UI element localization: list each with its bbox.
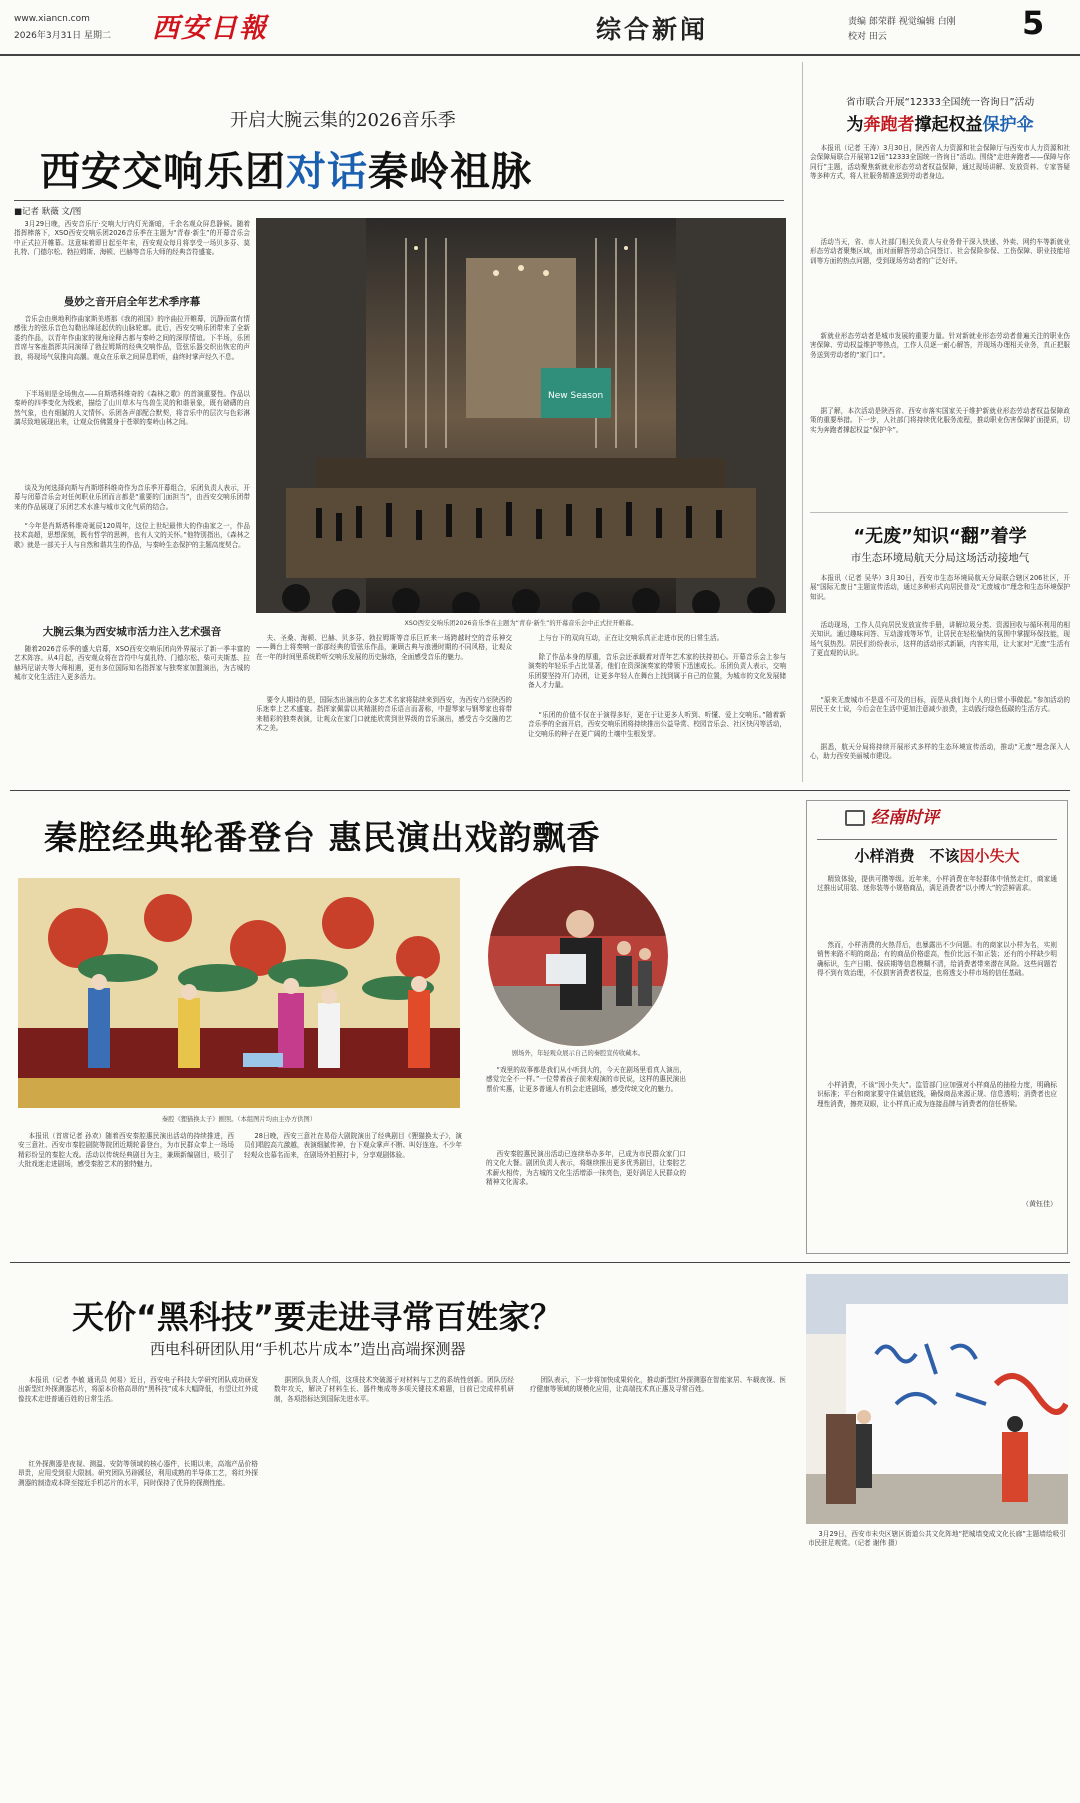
paragraph: 新就业形态劳动者是城市发展的重要力量。针对新就业形态劳动者普遍关注的职业伤害保障、劳动权益维护等热点，工作人员逐一耐心解答，并现场办理相关业务，真正把服务送到劳动者的“家门口”。	[810, 332, 1070, 359]
section-name: 综合新闻	[596, 15, 709, 44]
paragraph: 要令人期待的是，国际杰出演出的众多艺术名家将陆续来到西安，为西安乃至陕西的乐迷奉上艺术盛宴。指挥家佩雷以其精湛的音乐语言而著称，中提琴家与钢琴家也将带来精彩的独奏表演，让观众在家门口就能欣赏到世界级的音乐演出，感受古今交融的艺术之美。	[256, 696, 512, 733]
headline-highlight: 因小失大	[959, 847, 1020, 865]
text-column-left	[18, 1132, 234, 1244]
text-column-right	[528, 634, 786, 764]
paragraph: 活动当天，省、市人社部门相关负责人与业务骨干深入快递、外卖、网约车等新就业形态劳动者聚集区域，面对面解答劳动合同签订、社会保险参保、工伤保障、职业技能培训等方面的热点问题，受到现场劳动者的广泛好评。	[810, 238, 1070, 265]
paragraph: “戏里的故事都是我们从小听到大的，今天在剧场里看真人演出，感觉完全不一样。”一位带着孩子前来观演的市民说，这样的惠民演出票价实惠，让更多普通人有机会走进剧场，感受传统文化的魅力。	[486, 1066, 686, 1093]
page-number: 5	[1022, 4, 1045, 42]
audience-photo[interactable]	[488, 866, 668, 1046]
commentary-box	[806, 800, 1068, 1254]
paragraph: 本报讯（记者 吴华）3月30日，西安市生态环境局航天分局联合辖区206社区，开展“国际无废日”主题宣传活动，通过多种形式向居民普及“无废城市”理念和生态环境保护知识。	[810, 574, 1070, 601]
paragraph: 本报讯（记者 李敏 通讯员 何易）近日，西安电子科技大学研究团队成功研发出新型红外探测器芯片，将原本价格高昂的“黑科技”成本大幅降低，有望让红外成像技术走进普通百姓的日常生活。	[18, 1376, 258, 1403]
audience-image	[488, 866, 668, 1046]
article-headline: 天价“黑科技”要走进寻常百姓家？	[72, 1298, 563, 1336]
headline-part: 撑起权益	[914, 115, 983, 135]
article-headline: “无废”知识“翻”着学	[853, 526, 1027, 547]
wall-mural-photo[interactable]	[806, 1274, 1068, 1524]
text-column-middle	[244, 1132, 462, 1244]
paragraph: 西安秦腔惠民演出活动已连续举办多年，已成为市民群众家门口的文化大餐。剧团负责人表示，将继续推出更多优秀剧目，让秦腔艺术薪火相传，为古城的文化生活增添一抹亮色，更好满足人民群众的精神文化需求。	[486, 1150, 686, 1187]
opera-photo[interactable]	[18, 878, 460, 1108]
article-orchestra	[0, 58, 800, 788]
paragraph: 然而，小样消费的火热背后，也暴露出不少问题。有的商家以小样为名，实则销售来路不明的商品；有的商品价格虚高，性价比远不如正装；还有的小样缺少明确标识，生产日期、保质期等信息模糊不清，给消费者带来潜在风险。这些问题若得不到有效治理，不仅损害消费者权益，也将透支小样市场的信任基础。	[817, 941, 1057, 978]
text-column-left	[14, 220, 250, 795]
paragraph: 谈及为何选择向斯与肖斯塔科维奇作为音乐季开幕组合，乐团负责人表示，开幕与闭幕音乐会对任何职业乐团而言都是“重要的门面担当”，由西安交响乐团带来的作品展现了乐团艺术水准与城市文化气质的结合。	[14, 484, 250, 511]
text-column-right-top	[486, 1066, 686, 1244]
headline-part: 为	[846, 115, 864, 135]
article-zero-waste	[810, 518, 1070, 786]
article-headline	[40, 140, 532, 197]
paragraph: 下半场则是全场焦点——自斯塔科维奇的《森林之歌》的首演重要性。作品以秦岭的四季变化为线索，描绘了山川草木与鸟兽生灵的和谐景象，既有磅礴的自然气象，也有细腻的人文情怀。乐团各声部配合默契，将音乐中的层次与色彩淋漓尽致地展现出来，让观众仿佛置身于苍翠的秦岭山林之间。	[14, 390, 250, 427]
article-headline: 秦腔经典轮番登台 惠民演出戏韵飘香	[44, 818, 601, 857]
opera-stage-image	[18, 878, 460, 1108]
paragraph: 红外探测器是夜视、测温、安防等领域的核心器件，长期以来，高端产品价格昂贵，应用受到很大限制。研究团队另辟蹊径，利用成熟的半导体工艺，将红外探测器的制造成本降至接近手机芯片的水平，同时保持了优异的探测性能。	[18, 1460, 258, 1487]
paragraph: 精致体验，提供可攒等级。近年来，小样消费在年轻群体中悄然走红，商家通过推出试用装、迷你装等小规格商品，满足消费者“以小博大”的尝鲜需求。	[817, 875, 1057, 893]
commentary-banner	[845, 803, 939, 837]
screen-sign-text: New Season	[548, 391, 604, 401]
book-icon	[845, 810, 865, 826]
text-column-3	[530, 1376, 786, 1796]
paragraph: 夫、圣桑、海顿、巴赫、贝多芬、勃拉姆斯等音乐巨匠来一场跨越时空的音乐神交——舞台上将奏响一部部经典的管弦乐作品，兼顾古典与浪漫时期的不同风格，让观众在一年的时间里系统聆听交响乐发展的历史脉络，全面感受音乐的魅力。	[256, 634, 512, 661]
photo-caption: 剧场外，年轻观众展示自己的秦腔宣传收藏本。	[511, 1050, 645, 1057]
paragraph: 本报讯（首席记者 孙欢）随着西安秦腔惠民演出活动的持续推进，西安三意社、西安市秦腔剧院等院团近期轮番登台，为市民群众奉上一场场精彩纷呈的秦腔大戏。活动以传统经典剧目为主，兼顾新编剧目，吸引了大批戏迷走进剧场，感受秦腔艺术的独特魅力。	[18, 1132, 234, 1169]
site-url[interactable]: www.xiancn.com	[14, 14, 90, 24]
paragraph: 随着2026音乐季的盛大启幕，XSO西安交响乐团向外界展示了新一季丰富的艺术阵容。从4月起，西安观众将在音符中与莫扎特、门德尔松、柴可夫斯基、拉赫玛尼诺夫等大师相遇，更有多位国际知名指挥家与独奏家加盟演出，为古城的城市文化生活注入更多活力。	[14, 645, 250, 682]
commentary-body	[817, 875, 1057, 1245]
divider	[10, 790, 1070, 791]
article-labor-rights	[810, 92, 1070, 512]
byline: ■记者 耿薇 文/图	[14, 207, 82, 217]
paragraph: 本报讯（记者 王涛）3月30日，陕西省人力资源和社会保障厅与西安市人力资源和社会保障局联合开展第12届“12333全国统一咨询日”活动。围绕“走进奔跑者——保障与你同行”主题，活动聚焦新就业形态劳动者权益保障，通过现场讲解、发放资料、专家答疑等多种方式，将人社服务精准送到劳动者身边。	[810, 144, 1070, 181]
headline-highlight: 对话	[286, 149, 368, 195]
paragraph: 据了解，本次活动是陕西省、西安市落实国家关于维护新就业形态劳动者权益保障政策的重要举措。下一步，人社部门将持续优化服务流程，推动职业伤害保障扩面提质，切实为奔跑者撑起权益“保护伞”。	[810, 407, 1070, 434]
text-column-middle	[256, 634, 512, 764]
commentary-signature: （黄钰佳）	[1022, 1200, 1057, 1208]
article-infrared-detector	[0, 1268, 800, 1798]
paragraph: 据团队负责人介绍，这项技术突破源于对材料与工艺的系统性创新。团队历经数年攻关，解决了材料生长、器件集成等多项关键技术难题，目前已完成样机研制，各项指标达到国际先进水平。	[274, 1376, 514, 1403]
paragraph: 音乐会由奥地利作曲家斯美塔那《我的祖国》的序曲拉开帷幕，沉静而富有情感张力的弦乐音色勾勒出绵延起伏的山脉轮廓。此后，西安交响乐团带来了全新委约作品，以青年作曲家的视角诠释古都与秦岭之间的深厚情谊。下半场，乐团首席与客座指挥共同演绎了勃拉姆斯的经典交响作品，管弦乐器交织出恢宏的声浪，将现场气氛推向高潮。观众在乐章之间屏息聆听，曲终时掌声经久不息。	[14, 315, 250, 361]
photo-caption: XSO西安交响乐团2026音乐季在主题为“青春·新生”的开幕音乐会中正式拉开帷幕。	[404, 620, 638, 627]
divider	[10, 1262, 1070, 1263]
masthead	[0, 0, 1080, 56]
subheading: 曼妙之音开启全年艺术季序幕	[63, 296, 201, 308]
text-column-2	[274, 1376, 514, 1796]
headline-part: 秦岭祖脉	[368, 149, 532, 195]
proofreader: 校对 田云	[848, 32, 887, 42]
wall-mural-image	[806, 1274, 1068, 1524]
paragraph: 28日晚，西安三意社在易俗大剧院演出了经典剧目《狸猫换太子》，演员们唱腔高亢激越，表演细腻传神，台下观众掌声不断、叫好连连。不少年轻观众也慕名而来，在剧场外拍照打卡，分享观剧体验。	[244, 1132, 462, 1159]
newspaper-logo: 西安日報	[152, 13, 268, 44]
headline-part: 西安交响乐团	[40, 149, 286, 195]
paragraph: “乐团的价值不仅在于演得多好，更在于让更多人听到、听懂、爱上交响乐。”随着新音乐季的全面开启，西安交响乐团将持续推出公益导赏、校园音乐会、社区快闪等活动，让交响乐的种子在更广阔的土壤中生根发芽。	[528, 711, 786, 738]
concert-photo[interactable]	[256, 218, 786, 613]
article-subtitle: 西电科研团队用“手机芯片成本”造出高端探测器	[150, 1340, 466, 1358]
column-rule	[802, 62, 803, 782]
text-column-1	[18, 1376, 258, 1796]
paragraph: 活动现场，工作人员向居民发放宣传手册，讲解垃圾分类、资源回收与循环利用的相关知识。通过趣味问答、互动游戏等环节，让居民在轻松愉快的氛围中掌握环保技能，现场气氛热烈。居民们纷纷表示，这样的活动形式新颖，内容实用，让大家对“无废”生活有了更直观的认识。	[810, 621, 1070, 658]
editors: 责编 郎荣群 视觉编辑 白刚	[848, 17, 956, 27]
banner-text: 经南时评	[871, 808, 939, 828]
paragraph: 上与台下的双向互动，正在让交响乐真正走进市民的日常生活。	[538, 634, 724, 642]
headline-highlight: 保护伞	[982, 115, 1034, 135]
commentary-headline	[817, 845, 1057, 866]
subheading: 大腕云集为西安城市活力注入艺术强音	[42, 626, 222, 638]
paragraph: 除了作品本身的厚重，音乐会还承载着对青年艺术家的扶持初心。开幕音乐会上参与演奏的年轻乐手占比显著，他们在资深演奏家的带领下迅速成长。乐团负责人表示，交响乐团要坚持开门办团，让更多年轻人在舞台上找到属于自己的位置，为城市的文化发展储备人才力量。	[528, 653, 786, 690]
article-body	[810, 144, 1070, 509]
concert-hall-image	[256, 218, 786, 613]
paragraph: “今年是肖斯塔科维奇诞辰120周年，这位上世纪最伟大的作曲家之一，作品技术高超，思想深刻，既有哲学的思辨，也有人文的关怀。”他特别指出，《森林之歌》就是一部关于人与自然和谐共生的作品，与秦岭生态保护的主题高度契合。	[14, 522, 250, 549]
paragraph: “原来无废城市不是遥不可及的目标，而是从我们每个人的日常小事做起。”参加活动的居民王女士说，今后会在生活中更加注意减少浪费，主动践行绿色低碳的生活方式。	[810, 696, 1070, 714]
photo-caption: 3月29日，西安市未央区辖区街道公共文化阵地“把城墙变成文化长廊”主题墙绘吸引市民驻足观赏。（记者 谢伟 摄）	[808, 1530, 1066, 1548]
divider	[817, 839, 1057, 840]
headline-part: 小样消费 不该	[854, 847, 960, 865]
paragraph: 团队表示，下一步将加快成果转化，推动新型红外探测器在智能家居、车载夜视、医疗健康等领域的规模化应用，让高端技术真正惠及寻常百姓。	[530, 1376, 786, 1394]
article-body	[810, 574, 1070, 784]
photo-caption: 秦腔《狸猫换太子》剧照。（本组图片均由主办方供图）	[161, 1116, 317, 1123]
article-kicker: 省市联合开展“12333全国统一咨询日”活动	[845, 97, 1035, 108]
article-subtitle: 市生态环境局航天分局这场活动接地气	[850, 552, 1030, 564]
article-kicker: 开启大腕云集的2026音乐季	[230, 110, 456, 131]
paragraph: 3月29日晚，西安音乐厅·交响大厅内灯光渐暗，千余名观众屏息静候。随着指挥棒落下，XSO西安交响乐团2026音乐季在主题为“青春·新生”的开幕音乐会中正式拉开帷幕。这意味着即日起至年末，西安观众每月将享受一场贝多芬、莫扎特、门德尔松、勃拉姆斯、海顿、巴赫等音乐大师的经典音符盛宴。	[14, 220, 250, 257]
article-headline	[810, 110, 1070, 135]
divider	[14, 200, 784, 201]
paragraph: 据悉，航天分局将持续开展形式多样的生态环境宣传活动，推动“无废”理念深入人心，助力西安美丽城市建设。	[810, 743, 1070, 761]
issue-date: 2026年3月31日 星期二	[14, 31, 111, 41]
headline-highlight: 奔跑者	[863, 115, 915, 135]
paragraph: 小样消费，不该“因小失大”。监管部门应加强对小样商品的抽检力度，明确标识标准；平台和商家要守住诚信底线，确保商品来源正规、信息透明；消费者也应理性消费，擦亮双眼，让小样真正成为连接品牌与消费者的信任桥梁。	[817, 1081, 1057, 1108]
divider	[810, 512, 1068, 513]
